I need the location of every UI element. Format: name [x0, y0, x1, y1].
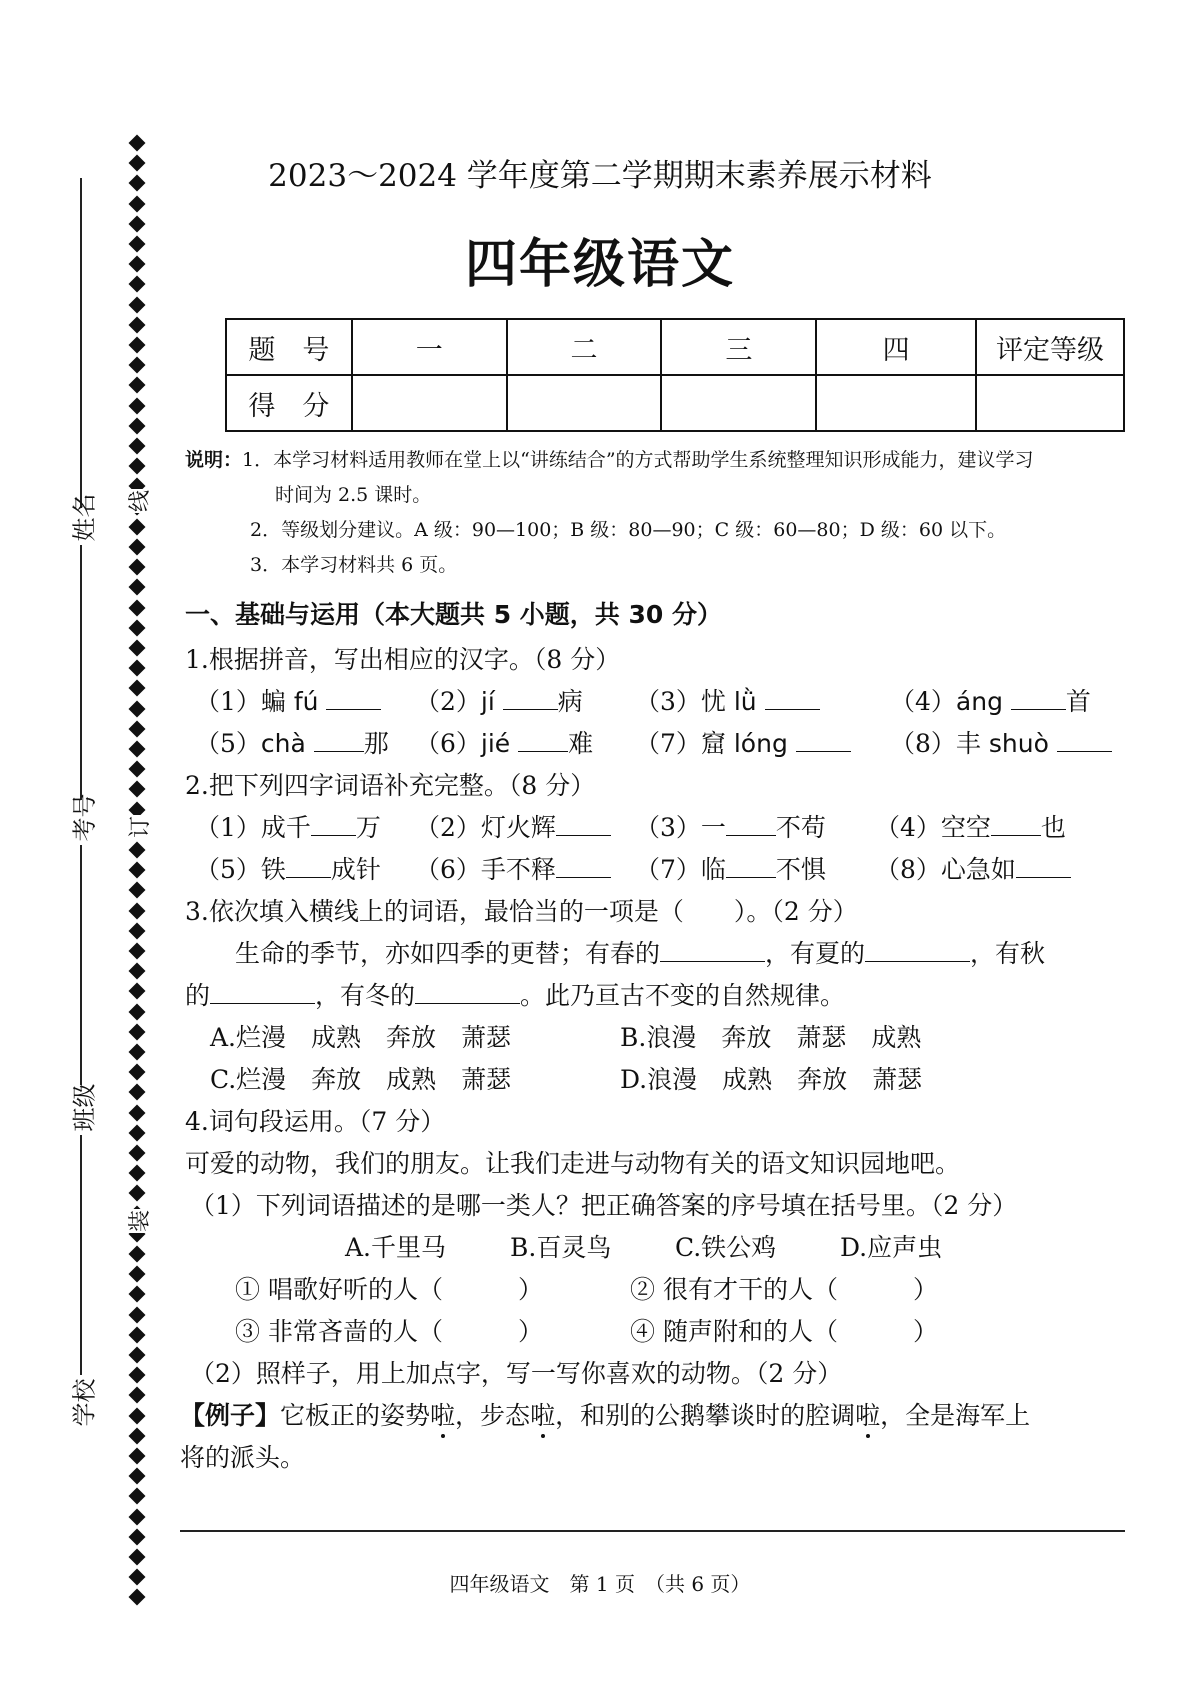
- diamond-mark: [129, 1266, 146, 1283]
- diamond-mark: [129, 539, 146, 556]
- q1-item: （3）忧 lǜ: [635, 682, 820, 718]
- q2-item: （4）空空 也: [875, 813, 1066, 842]
- diamond-mark: [129, 458, 146, 475]
- question-3-stem: 3.依次填入横线上的词语，最恰当的一项是（ ）。（2 分）: [185, 897, 858, 926]
- diamond-mark: [129, 579, 146, 596]
- q3-option-c[interactable]: C.烂漫 奔放 成熟 萧瑟: [210, 1065, 512, 1094]
- q1-item: （1）蝙 fú: [195, 682, 381, 718]
- cut-seal-label: 装: [123, 1209, 153, 1233]
- diamond-mark: [129, 135, 146, 152]
- q3-passage-line-2: 的 ，有冬的 。此乃亘古不变的自然规律。: [185, 981, 846, 1010]
- diamond-mark: [129, 357, 146, 374]
- note-text: 1．本学习材料适用教师在堂上以“讲练结合”的方式帮助学生系统整理知识形成能力，建议学习: [242, 449, 1034, 471]
- diamond-mark: [129, 1145, 146, 1162]
- diamond-mark: [129, 1549, 146, 1566]
- answer-blank[interactable]: [415, 1003, 520, 1004]
- answer-blank[interactable]: [1057, 751, 1112, 752]
- score-cell: 一: [352, 319, 507, 375]
- answer-blank[interactable]: [210, 1003, 315, 1004]
- question-1-stem: 1.根据拼音，写出相应的汉字。（8 分）: [185, 645, 621, 674]
- diamond-mark: [129, 195, 146, 212]
- answer-blank[interactable]: [556, 835, 611, 836]
- score-cell: 二: [507, 319, 662, 375]
- cut-line-label: 线: [123, 489, 153, 513]
- diamond-mark: [129, 660, 146, 677]
- diamond-mark: [129, 1044, 146, 1061]
- diamond-mark: [129, 1023, 146, 1040]
- score-input-cell[interactable]: [352, 375, 507, 431]
- score-table-score-row: [226, 375, 1124, 431]
- answer-blank[interactable]: [326, 709, 381, 710]
- diamond-mark: [129, 761, 146, 778]
- diamond-mark: [129, 922, 146, 939]
- diamond-mark: [129, 559, 146, 576]
- score-input-cell[interactable]: [816, 375, 976, 431]
- name-label: 姓名: [70, 493, 99, 542]
- q4-example: 【例子】它板正的姿势啦，步态啦，和别的公鹅攀谈时的腔调啦，全是海军上: [180, 1401, 1031, 1430]
- q2-item: （3）一 不苟: [635, 813, 826, 842]
- answer-blank[interactable]: [660, 961, 765, 962]
- diamond-mark: [129, 1427, 146, 1444]
- diamond-mark: [129, 397, 146, 414]
- diamond-mark: [129, 963, 146, 980]
- diamond-mark: [129, 741, 146, 758]
- q4-choice: A.千里马: [345, 1233, 447, 1262]
- q3-option-d[interactable]: D.浪漫 成熟 奔放 萧瑟: [620, 1065, 923, 1094]
- diamond-mark: [129, 882, 146, 899]
- q4-match-item[interactable]: ① 唱歌好听的人（ ）: [235, 1275, 543, 1304]
- q2-item: （5）铁 成针: [195, 855, 381, 884]
- question-4-stem: 4.词句段运用。（7 分）: [185, 1107, 446, 1136]
- answer-blank[interactable]: [556, 877, 611, 878]
- q2-item: （1）成千 万: [195, 813, 381, 842]
- diamond-mark: [129, 417, 146, 434]
- answer-blank[interactable]: [796, 751, 851, 752]
- answer-blank[interactable]: [1016, 877, 1071, 878]
- q2-item: （8）心急如: [875, 850, 1071, 886]
- q4-example-cont: 将的派头。: [180, 1443, 306, 1472]
- diamond-mark: [129, 1124, 146, 1141]
- answer-blank[interactable]: [518, 751, 568, 752]
- diamond-mark: [129, 1003, 146, 1020]
- diamond-mark: [129, 438, 146, 455]
- school-line: [80, 1135, 82, 1375]
- score-cell: 四: [816, 319, 976, 375]
- diamond-mark: [129, 1306, 146, 1323]
- diamond-mark: [129, 1246, 146, 1263]
- dotted-char: 啦: [430, 1401, 456, 1430]
- diamond-mark: [129, 1367, 146, 1384]
- q1-item: （5）chà 那: [195, 729, 389, 758]
- q4-sub2: （2）照样子，用上加点字，写一写你喜欢的动物。（2 分）: [190, 1359, 843, 1388]
- q1-item: （2）jí 病: [415, 687, 583, 716]
- q1-item: （7）窟 lóng: [635, 724, 851, 760]
- diamond-mark: [129, 1468, 146, 1485]
- answer-blank[interactable]: [726, 877, 776, 878]
- q2-item: （6）手不释: [415, 850, 611, 886]
- score-cell: 得 分: [226, 375, 352, 431]
- q4-choice: D.应声虫: [840, 1233, 943, 1262]
- diamond-mark: [129, 1286, 146, 1303]
- diamond-mark: [129, 1347, 146, 1364]
- diamond-mark: [129, 1448, 146, 1465]
- exam-subtitle: 2023～2024 学年度第二学期期末素养展示材料: [268, 158, 932, 194]
- answer-blank[interactable]: [1011, 709, 1066, 710]
- q4-choice: B.百灵鸟: [510, 1233, 612, 1262]
- answer-blank[interactable]: [311, 835, 356, 836]
- q2-item: （7）临 不惧: [635, 855, 826, 884]
- diamond-mark: [129, 1104, 146, 1121]
- diamond-mark: [129, 1084, 146, 1101]
- diamond-mark: [129, 1185, 146, 1202]
- q2-item: （2）灯火辉: [415, 808, 611, 844]
- diamond-mark: [129, 599, 146, 616]
- score-input-cell[interactable]: [507, 375, 662, 431]
- cut-bind-label: 订: [123, 815, 153, 839]
- note-3: 3．本学习材料共 6 页。: [250, 554, 458, 576]
- q1-item: （6）jié 难: [415, 729, 594, 758]
- diamond-mark: [129, 296, 146, 313]
- exam-no-line: [80, 545, 82, 800]
- diamond-mark: [129, 1528, 146, 1545]
- diamond-mark: [129, 943, 146, 960]
- q4-match-item[interactable]: ③ 非常吝啬的人（ ）: [235, 1317, 543, 1346]
- answer-blank[interactable]: [726, 835, 776, 836]
- q3-passage-line-1: 生命的季节，亦如四季的更替；有春的 ，有夏的 ，有秋: [235, 939, 1046, 968]
- q4-match-item[interactable]: ② 很有才干的人（ ）: [630, 1275, 938, 1304]
- q1-item: （4）áng 首: [890, 687, 1091, 716]
- section-title: 一、基础与运用（本大题共 5 小题，共 30 分）: [185, 600, 723, 629]
- q4-choice: C.铁公鸡: [675, 1233, 777, 1262]
- q3-option-b[interactable]: B.浪漫 奔放 萧瑟 成熟: [620, 1023, 922, 1052]
- q4-sub1: （1）下列词语描述的是哪一类人？把正确答案的序号填在括号里。（2 分）: [190, 1191, 1018, 1220]
- note-label: 说明：: [185, 449, 243, 471]
- diamond-mark: [129, 781, 146, 798]
- q3-option-a[interactable]: A.烂漫 成熟 奔放 萧瑟: [210, 1023, 512, 1052]
- score-cell: 评定等级: [976, 319, 1124, 375]
- diamond-mark: [129, 842, 146, 859]
- diamond-mark: [129, 1064, 146, 1081]
- diamond-mark: [129, 1165, 146, 1182]
- diamond-mark: [129, 377, 146, 394]
- diamond-mark: [129, 1508, 146, 1525]
- q4-match-item[interactable]: ④ 随声附和的人（ ）: [630, 1317, 938, 1346]
- diamond-mark: [129, 700, 146, 717]
- score-table: [225, 318, 1125, 432]
- diamond-mark: [129, 983, 146, 1000]
- note-1-cont: 时间为 2.5 课时。: [275, 484, 432, 506]
- page-footer: 四年级语文 第 1 页 （共 6 页）: [449, 1572, 751, 1596]
- answer-blank[interactable]: [286, 877, 331, 878]
- diamond-mark: [129, 720, 146, 737]
- score-table-header-row: [226, 319, 1124, 375]
- grade-input-cell[interactable]: [976, 375, 1124, 431]
- diamond-mark: [129, 1488, 146, 1505]
- school-label: 学校: [70, 1378, 99, 1427]
- note-2: 2．等级划分建议。A 级：90—100；B 级：80—90；C 级：60—80；D 级：60 以下。: [250, 519, 1007, 541]
- note-1: [185, 445, 1034, 475]
- diamond-mark: [129, 1407, 146, 1424]
- diamond-cut-line: [128, 137, 148, 1597]
- exam-no-label: 考号: [70, 793, 99, 842]
- diamond-mark: [129, 518, 146, 535]
- diamond-mark: [129, 316, 146, 333]
- q1-item: （8）丰 shuò: [890, 724, 1112, 760]
- score-cell: 三: [661, 319, 816, 375]
- answer-blank[interactable]: [865, 961, 970, 962]
- diamond-mark: [129, 862, 146, 879]
- diamond-mark: [129, 640, 146, 657]
- diamond-mark: [129, 1387, 146, 1404]
- answer-blank[interactable]: [314, 751, 364, 752]
- diamond-mark: [129, 680, 146, 697]
- q4-intro: 可爱的动物，我们的朋友。让我们走进与动物有关的语文知识园地吧。: [185, 1149, 961, 1178]
- example-label: 【例子】: [180, 1401, 281, 1430]
- diamond-mark: [129, 902, 146, 919]
- score-input-cell[interactable]: [661, 375, 816, 431]
- score-cell: 题 号: [226, 319, 352, 375]
- diamond-mark: [129, 1326, 146, 1343]
- dotted-char: 啦: [530, 1401, 556, 1430]
- class-label: 班级: [70, 1083, 99, 1132]
- answer-line[interactable]: [180, 1530, 1125, 1532]
- class-line: [80, 845, 82, 1085]
- question-2-stem: 2.把下列四字词语补充完整。（8 分）: [185, 771, 596, 800]
- dotted-char: 啦: [855, 1401, 881, 1430]
- diamond-mark: [129, 619, 146, 636]
- diamond-mark: [129, 337, 146, 354]
- answer-blank[interactable]: [991, 835, 1041, 836]
- answer-blank[interactable]: [503, 709, 558, 710]
- answer-blank[interactable]: [765, 709, 820, 710]
- exam-title: 四年级语文: [464, 234, 735, 295]
